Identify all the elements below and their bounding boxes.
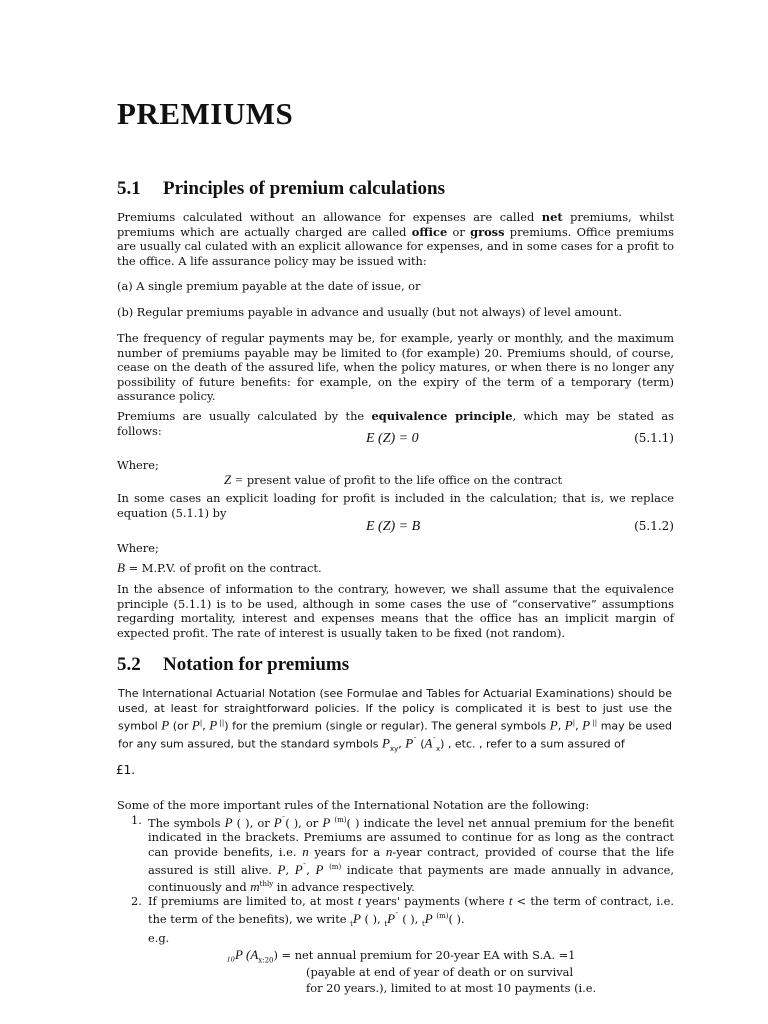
equation-5-1-2 — [117, 519, 674, 537]
list-number: 1. — [131, 813, 142, 827]
z-definition: Z = present value of profit to the life office on the contract — [224, 472, 563, 487]
example-line-2: (payable at end of year of death or on survival — [306, 965, 574, 979]
example-line-3: for 20 years.), limited to at most 10 payments (i.e. — [306, 981, 597, 995]
list-text: The symbols P ( ), or P¯( ), or P $^{(m)}$( ) indicate the level net annual premium for the benefit indicated in the brackets. Premiums are assumed to continue for as long as the contract can provide benefits, i.e. n years for a n-year contract, provided of course that the life assured is still alive. P, P¯, P $^{(m)}$ indicate that payments are made annually in advance, continuously and $m^{thly}$ in advance respectively. — [148, 814, 675, 894]
where-label: Where; — [117, 541, 159, 555]
section-number: 5.2 — [117, 654, 141, 675]
equation-expression: E (Z) = 0 — [366, 431, 419, 446]
equation-number: (5.1.1) — [634, 431, 674, 445]
paragraph-absence: In the absence of information to the contrary, however, we shall assume that the equivalence principle (5.1.1) is to be used, although in some cases the use of “conservative” assumptions regarding mortality, interest and expenses means that the office has an implicit margin of expected profit. The rate of interest is usually taken to be fixed (not random). — [117, 582, 674, 640]
pound-one: £1. — [116, 763, 136, 777]
paragraph-equivalence: Premiums are usually calculated by the equivalence principle, which may be stated as follows: — [117, 409, 674, 438]
equation-5-1-1 — [117, 431, 674, 449]
paragraph-notation: The International Actuarial Notation (see Formulae and Tables for Actuarial Examinations) should be used, at least for straightforward policies. If the policy is complicated it is best to just use the symbol P (or P|, P ||) for the premium (single or regular). The general symbols P, P|, P || may be used for any sum assured, but the standard symbols $P_{xy}$, P¯ $(A^¯_x)$ , etc. , refer to a sum assured of — [118, 687, 672, 753]
section-title: Principles of premium calculations — [163, 178, 445, 199]
where-label: Where; — [117, 458, 159, 472]
equation-expression: E (Z) = B — [366, 519, 421, 534]
section-heading-5-1 — [117, 178, 445, 200]
paragraph-frequency: The frequency of regular payments may be, for example, yearly or monthly, and the maximum number of premiums payable may be limited to (for example) 20. Premiums should, of course, cease on the death of the assured life, when the policy matures, or when there is no longer any possibility of future benefits: for example, on the expiry of the term of a temporary (term) assurance policy. — [117, 331, 674, 404]
list-item-2 — [131, 893, 674, 946]
list-item-b: (b) Regular premiums payable in advance and usually (but not always) of level amount. — [117, 305, 622, 319]
equation-number: (5.1.2) — [634, 519, 674, 533]
section-title: Notation for premiums — [163, 654, 350, 675]
section-number: 5.1 — [117, 178, 141, 199]
list-text: If premiums are limited to, at most t years' payments (where t < the term of contract, i.e. the term of the benefits), we write $_t$P ( ), $_t$P¯ ( ), $_t$P $^{(m)}$( ). e.g. — [148, 893, 674, 946]
list-item-1 — [131, 813, 675, 894]
paragraph-loading: In some cases an explicit loading for profit is included in the calculation; that is, we replace equation (5.1.1) by — [117, 491, 674, 520]
paragraph-net-gross: Premiums calculated without an allowance for expenses are called net premiums, whilst premiums which are actually charged are called office or gross premiums. Office premiums are usually cal culated with an explicit allowance for expenses, and in some cases for a profit to the office. A life assurance policy may be issued with: — [117, 210, 675, 268]
section-heading-5-2 — [117, 654, 349, 676]
b-definition: B = M.P.V. of profit on the contract. — [117, 560, 322, 575]
example-premium: ₁₀P $(A_{x:20})$ = net annual premium for 20-year EA with S.A. =1 — [226, 947, 576, 965]
paragraph-rules-intro: Some of the more important rules of the International Notation are the following: — [117, 798, 590, 812]
list-number: 2. — [131, 894, 142, 908]
page-title: PREMIUMS — [117, 96, 294, 131]
list-item-a: (a) A single premium payable at the date of issue, or — [117, 279, 421, 293]
